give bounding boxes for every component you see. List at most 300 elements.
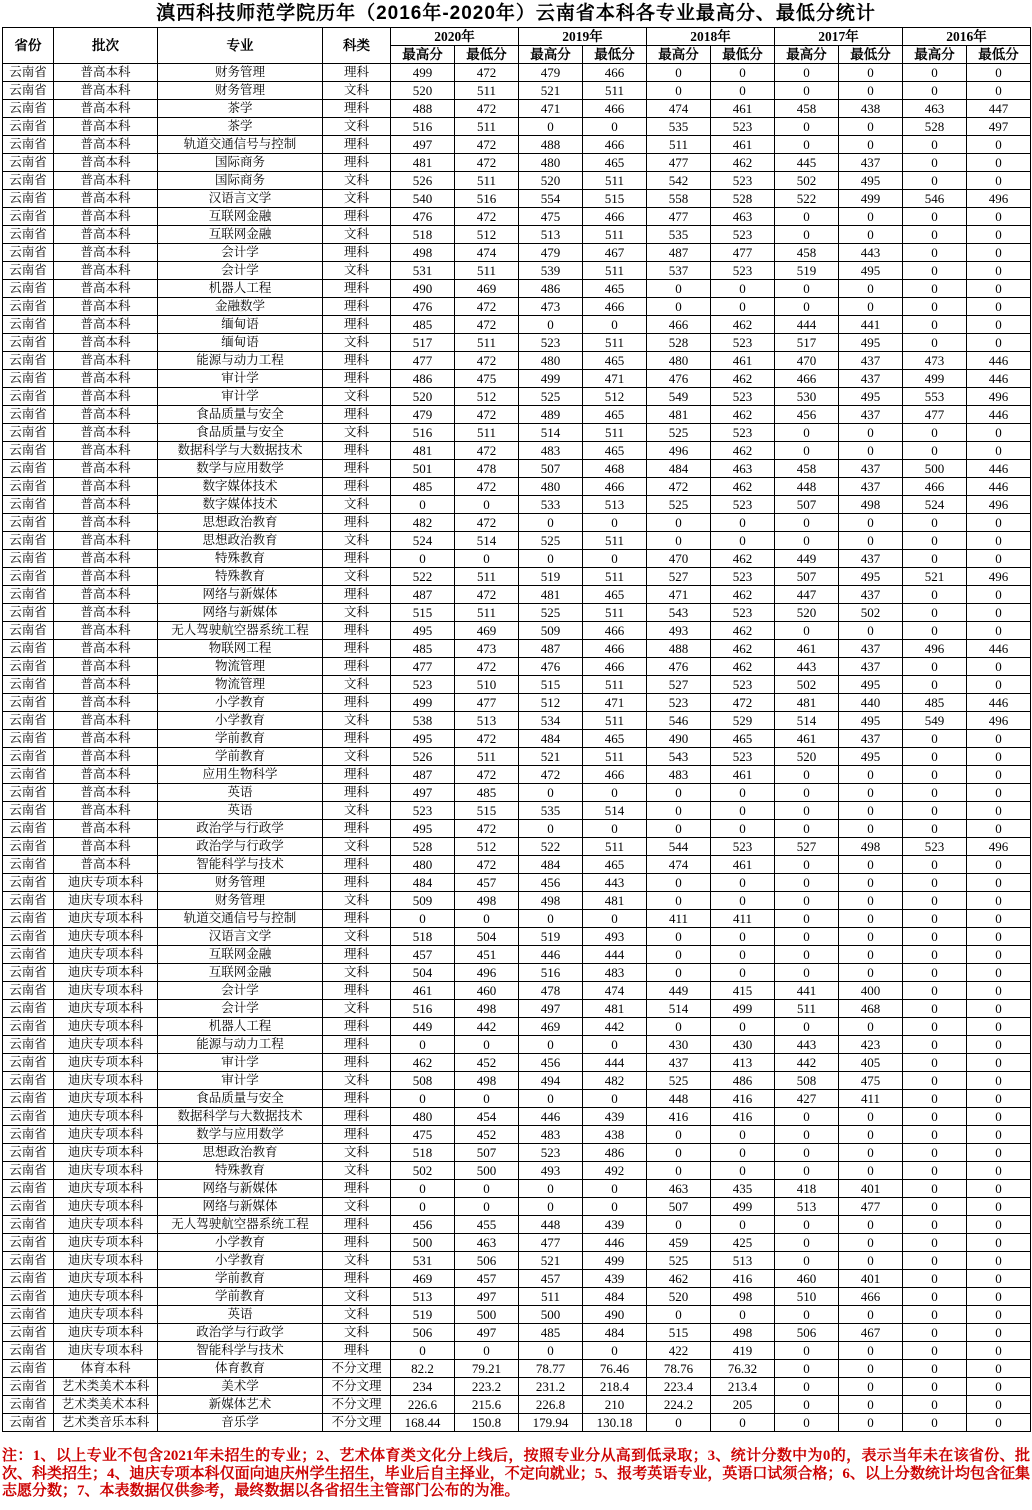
cell-score: 0 — [903, 874, 967, 892]
cell-score: 471 — [647, 586, 711, 604]
cell-score: 463 — [903, 100, 967, 118]
cell-score: 0 — [967, 1414, 1031, 1432]
cell-major: 小学教育 — [158, 1252, 323, 1270]
cell-score: 528 — [391, 838, 455, 856]
cell-score: 0 — [967, 946, 1031, 964]
cell-major: 机器人工程 — [158, 280, 323, 298]
cell-score: 456 — [775, 406, 839, 424]
cell-score: 466 — [583, 640, 647, 658]
cell-score: 443 — [775, 1036, 839, 1054]
cell-score: 0 — [967, 802, 1031, 820]
cell-province: 云南省 — [3, 514, 54, 532]
cell-score: 499 — [711, 1198, 775, 1216]
cell-score: 456 — [391, 1216, 455, 1234]
cell-subject: 文科 — [323, 1324, 391, 1342]
cell-score: 523 — [711, 226, 775, 244]
cell-score: 0 — [839, 1216, 903, 1234]
cell-score: 462 — [647, 1270, 711, 1288]
cell-major: 财务管理 — [158, 64, 323, 82]
cell-score: 520 — [391, 388, 455, 406]
cell-score: 511 — [583, 82, 647, 100]
cell-major: 网络与新媒体 — [158, 586, 323, 604]
cell-score: 523 — [711, 604, 775, 622]
cell-score: 0 — [903, 64, 967, 82]
cell-score: 465 — [583, 730, 647, 748]
cell-score: 516 — [391, 424, 455, 442]
cell-score: 480 — [647, 352, 711, 370]
cell-score: 500 — [519, 1306, 583, 1324]
cell-score: 496 — [967, 712, 1031, 730]
cell-score: 525 — [647, 496, 711, 514]
cell-major: 数据科学与大数据技术 — [158, 1108, 323, 1126]
cell-score: 510 — [775, 1288, 839, 1306]
cell-subject: 理科 — [323, 622, 391, 640]
cell-score: 0 — [583, 550, 647, 568]
cell-score: 168.44 — [391, 1414, 455, 1432]
cell-score: 0 — [519, 1198, 583, 1216]
cell-score: 0 — [647, 64, 711, 82]
cell-score: 0 — [839, 1234, 903, 1252]
cell-score: 0 — [839, 208, 903, 226]
cell-batch: 迪庆专项本科 — [54, 1216, 158, 1234]
cell-score: 0 — [967, 676, 1031, 694]
cell-score: 468 — [839, 1000, 903, 1018]
cell-score: 0 — [647, 532, 711, 550]
cell-score: 0 — [903, 1414, 967, 1432]
cell-batch: 普高本科 — [54, 244, 158, 262]
cell-subject: 理科 — [323, 694, 391, 712]
cell-score: 477 — [391, 352, 455, 370]
cell-score: 0 — [967, 1342, 1031, 1360]
cell-score: 0 — [455, 1198, 519, 1216]
cell-score: 499 — [519, 370, 583, 388]
cell-score: 0 — [455, 1180, 519, 1198]
cell-score: 467 — [583, 244, 647, 262]
cell-score: 499 — [391, 694, 455, 712]
cell-score: 499 — [903, 370, 967, 388]
cell-subject: 理科 — [323, 658, 391, 676]
cell-score: 0 — [903, 532, 967, 550]
cell-score: 0 — [647, 784, 711, 802]
table-row — [3, 658, 1031, 676]
cell-score: 462 — [711, 658, 775, 676]
cell-subject: 理科 — [323, 1090, 391, 1108]
cell-batch: 普高本科 — [54, 640, 158, 658]
cell-score: 480 — [391, 856, 455, 874]
cell-score: 498 — [455, 1000, 519, 1018]
cell-subject: 理科 — [323, 478, 391, 496]
cell-score: 0 — [967, 208, 1031, 226]
cell-score: 472 — [647, 478, 711, 496]
cell-score: 513 — [391, 1288, 455, 1306]
table-row — [3, 1378, 1031, 1396]
cell-major: 食品质量与安全 — [158, 406, 323, 424]
cell-score: 495 — [839, 712, 903, 730]
cell-score: 462 — [391, 1054, 455, 1072]
cell-score: 0 — [903, 1036, 967, 1054]
cell-score: 0 — [711, 1162, 775, 1180]
cell-score: 511 — [455, 118, 519, 136]
cell-score: 0 — [967, 1234, 1031, 1252]
header-year-2018: 2018年 — [647, 28, 775, 46]
cell-score: 0 — [903, 586, 967, 604]
cell-score: 549 — [647, 388, 711, 406]
cell-score: 425 — [711, 1234, 775, 1252]
cell-major: 无人驾驶航空器系统工程 — [158, 622, 323, 640]
cell-score: 438 — [583, 1126, 647, 1144]
cell-score: 0 — [711, 946, 775, 964]
cell-subject: 理科 — [323, 298, 391, 316]
cell-score: 0 — [967, 820, 1031, 838]
cell-batch: 普高本科 — [54, 856, 158, 874]
cell-score: 514 — [455, 532, 519, 550]
cell-subject: 文科 — [323, 802, 391, 820]
cell-score: 0 — [839, 424, 903, 442]
cell-score: 495 — [839, 748, 903, 766]
cell-score: 472 — [455, 406, 519, 424]
cell-batch: 普高本科 — [54, 82, 158, 100]
cell-major: 网络与新媒体 — [158, 604, 323, 622]
cell-batch: 普高本科 — [54, 838, 158, 856]
cell-score: 0 — [903, 1126, 967, 1144]
cell-score: 0 — [775, 964, 839, 982]
cell-province: 云南省 — [3, 262, 54, 280]
cell-score: 0 — [967, 1288, 1031, 1306]
cell-subject: 文科 — [323, 172, 391, 190]
cell-score: 0 — [583, 1090, 647, 1108]
cell-score: 448 — [647, 1090, 711, 1108]
cell-score: 0 — [839, 802, 903, 820]
cell-score: 82.2 — [391, 1360, 455, 1378]
cell-score: 446 — [967, 694, 1031, 712]
cell-score: 511 — [455, 334, 519, 352]
cell-province: 云南省 — [3, 1162, 54, 1180]
cell-score: 519 — [391, 1306, 455, 1324]
cell-score: 519 — [775, 262, 839, 280]
cell-score: 0 — [583, 514, 647, 532]
cell-score: 441 — [775, 982, 839, 1000]
cell-score: 459 — [647, 1234, 711, 1252]
cell-province: 云南省 — [3, 1090, 54, 1108]
cell-score: 0 — [903, 82, 967, 100]
cell-batch: 普高本科 — [54, 370, 158, 388]
cell-score: 525 — [519, 388, 583, 406]
cell-score: 523 — [391, 802, 455, 820]
cell-score: 490 — [391, 280, 455, 298]
cell-score: 446 — [519, 1108, 583, 1126]
cell-score: 497 — [455, 1324, 519, 1342]
header-row-years — [3, 28, 1031, 46]
cell-province: 云南省 — [3, 1144, 54, 1162]
header-min-score: 最低分 — [583, 46, 647, 64]
cell-score: 511 — [583, 712, 647, 730]
cell-score: 0 — [519, 784, 583, 802]
cell-score: 0 — [903, 154, 967, 172]
cell-score: 487 — [391, 586, 455, 604]
cell-score: 484 — [647, 460, 711, 478]
cell-score: 472 — [455, 820, 519, 838]
cell-score: 523 — [711, 568, 775, 586]
cell-subject: 理科 — [323, 640, 391, 658]
cell-score: 465 — [583, 586, 647, 604]
cell-major: 学前教育 — [158, 1288, 323, 1306]
table-row — [3, 1144, 1031, 1162]
cell-score: 468 — [583, 460, 647, 478]
cell-score: 0 — [903, 1198, 967, 1216]
cell-batch: 迪庆专项本科 — [54, 1072, 158, 1090]
cell-score: 535 — [647, 118, 711, 136]
cell-batch: 普高本科 — [54, 388, 158, 406]
cell-subject: 文科 — [323, 838, 391, 856]
cell-province: 云南省 — [3, 1270, 54, 1288]
cell-major: 物流管理 — [158, 676, 323, 694]
cell-score: 0 — [967, 1144, 1031, 1162]
cell-score: 0 — [903, 172, 967, 190]
cell-batch: 迪庆专项本科 — [54, 1144, 158, 1162]
cell-score: 0 — [903, 262, 967, 280]
cell-score: 524 — [391, 532, 455, 550]
cell-score: 475 — [391, 1126, 455, 1144]
cell-score: 535 — [647, 226, 711, 244]
cell-score: 472 — [455, 658, 519, 676]
cell-score: 411 — [711, 910, 775, 928]
cell-score: 0 — [711, 1126, 775, 1144]
cell-score: 472 — [711, 694, 775, 712]
cell-score: 527 — [775, 838, 839, 856]
cell-score: 0 — [455, 1036, 519, 1054]
table-row — [3, 1306, 1031, 1324]
cell-score: 466 — [903, 478, 967, 496]
cell-score: 504 — [391, 964, 455, 982]
cell-subject: 文科 — [323, 1306, 391, 1324]
cell-score: 462 — [711, 586, 775, 604]
table-row — [3, 1396, 1031, 1414]
cell-province: 云南省 — [3, 550, 54, 568]
cell-score: 179.94 — [519, 1414, 583, 1432]
cell-score: 497 — [391, 784, 455, 802]
cell-score: 461 — [711, 352, 775, 370]
cell-batch: 普高本科 — [54, 262, 158, 280]
cell-score: 0 — [775, 226, 839, 244]
cell-score: 457 — [391, 946, 455, 964]
cell-score: 0 — [775, 1414, 839, 1432]
cell-subject: 理科 — [323, 874, 391, 892]
cell-score: 465 — [583, 856, 647, 874]
cell-score: 465 — [583, 442, 647, 460]
cell-score: 0 — [519, 1180, 583, 1198]
cell-score: 463 — [647, 1180, 711, 1198]
cell-score: 448 — [519, 1216, 583, 1234]
cell-score: 498 — [455, 892, 519, 910]
cell-score: 0 — [775, 280, 839, 298]
cell-province: 云南省 — [3, 64, 54, 82]
cell-major: 国际商务 — [158, 172, 323, 190]
cell-score: 0 — [583, 784, 647, 802]
cell-major: 审计学 — [158, 388, 323, 406]
table-row — [3, 1054, 1031, 1072]
cell-score: 78.76 — [647, 1360, 711, 1378]
cell-score: 513 — [519, 226, 583, 244]
cell-score: 0 — [647, 1306, 711, 1324]
header-max-score: 最高分 — [519, 46, 583, 64]
cell-score: 501 — [391, 460, 455, 478]
cell-score: 461 — [711, 136, 775, 154]
cell-batch: 迪庆专项本科 — [54, 1108, 158, 1126]
cell-score: 0 — [839, 82, 903, 100]
cell-major: 物联网工程 — [158, 640, 323, 658]
cell-score: 0 — [967, 982, 1031, 1000]
cell-score: 513 — [455, 712, 519, 730]
cell-score: 521 — [903, 568, 967, 586]
cell-score: 504 — [455, 928, 519, 946]
cell-score: 521 — [519, 748, 583, 766]
cell-subject: 文科 — [323, 496, 391, 514]
cell-score: 466 — [583, 478, 647, 496]
cell-batch: 普高本科 — [54, 586, 158, 604]
cell-batch: 迪庆专项本科 — [54, 1234, 158, 1252]
cell-major: 政治学与行政学 — [158, 820, 323, 838]
cell-score: 463 — [711, 208, 775, 226]
cell-score: 498 — [839, 838, 903, 856]
cell-score: 519 — [519, 928, 583, 946]
header-max-score: 最高分 — [391, 46, 455, 64]
cell-score: 419 — [711, 1342, 775, 1360]
cell-score: 485 — [455, 784, 519, 802]
cell-score: 507 — [455, 1144, 519, 1162]
cell-score: 476 — [647, 370, 711, 388]
cell-major: 思想政治教育 — [158, 532, 323, 550]
cell-score: 0 — [903, 1342, 967, 1360]
cell-score: 495 — [391, 730, 455, 748]
cell-score: 0 — [839, 298, 903, 316]
cell-score: 488 — [519, 136, 583, 154]
cell-score: 449 — [647, 982, 711, 1000]
cell-score: 484 — [519, 730, 583, 748]
cell-batch: 普高本科 — [54, 496, 158, 514]
cell-score: 482 — [583, 1072, 647, 1090]
cell-score: 475 — [455, 370, 519, 388]
cell-score: 481 — [391, 154, 455, 172]
cell-score: 0 — [903, 316, 967, 334]
cell-province: 云南省 — [3, 478, 54, 496]
cell-score: 523 — [711, 118, 775, 136]
table-row — [3, 1126, 1031, 1144]
table-row — [3, 928, 1031, 946]
cell-major: 财务管理 — [158, 82, 323, 100]
cell-score: 493 — [519, 1162, 583, 1180]
scores-table — [2, 27, 1031, 1432]
cell-score: 476 — [391, 208, 455, 226]
cell-score: 486 — [391, 370, 455, 388]
cell-major: 特殊教育 — [158, 568, 323, 586]
cell-score: 0 — [775, 424, 839, 442]
cell-score: 437 — [839, 658, 903, 676]
table-row — [3, 604, 1031, 622]
cell-score: 0 — [455, 496, 519, 514]
table-row — [3, 1000, 1031, 1018]
cell-province: 云南省 — [3, 838, 54, 856]
cell-score: 462 — [711, 640, 775, 658]
cell-major: 音乐学 — [158, 1414, 323, 1432]
cell-batch: 普高本科 — [54, 298, 158, 316]
cell-score: 0 — [839, 964, 903, 982]
cell-score: 437 — [839, 154, 903, 172]
cell-score: 531 — [391, 1252, 455, 1270]
cell-score: 488 — [391, 100, 455, 118]
cell-major: 数字媒体技术 — [158, 478, 323, 496]
cell-province: 云南省 — [3, 1018, 54, 1036]
cell-score: 483 — [519, 442, 583, 460]
cell-score: 500 — [391, 1234, 455, 1252]
cell-score: 0 — [583, 820, 647, 838]
cell-score: 0 — [903, 1252, 967, 1270]
cell-major: 学前教育 — [158, 1270, 323, 1288]
cell-score: 0 — [903, 1270, 967, 1288]
cell-score: 215.6 — [455, 1396, 519, 1414]
header-min-score: 最低分 — [711, 46, 775, 64]
cell-score: 480 — [519, 154, 583, 172]
cell-score: 0 — [775, 946, 839, 964]
cell-batch: 迪庆专项本科 — [54, 1324, 158, 1342]
cell-score: 466 — [583, 64, 647, 82]
cell-province: 云南省 — [3, 298, 54, 316]
table-row — [3, 424, 1031, 442]
cell-subject: 不分文理 — [323, 1360, 391, 1378]
cell-score: 498 — [839, 496, 903, 514]
table-row — [3, 748, 1031, 766]
cell-score: 472 — [455, 100, 519, 118]
cell-subject: 文科 — [323, 1288, 391, 1306]
cell-score: 461 — [711, 856, 775, 874]
cell-score: 0 — [391, 550, 455, 568]
cell-batch: 普高本科 — [54, 568, 158, 586]
cell-score: 0 — [967, 586, 1031, 604]
cell-province: 云南省 — [3, 208, 54, 226]
cell-major: 财务管理 — [158, 892, 323, 910]
cell-subject: 理科 — [323, 766, 391, 784]
cell-score: 534 — [519, 712, 583, 730]
cell-score: 411 — [647, 910, 711, 928]
cell-score: 0 — [967, 136, 1031, 154]
cell-score: 476 — [519, 658, 583, 676]
cell-subject: 不分文理 — [323, 1378, 391, 1396]
cell-score: 0 — [903, 424, 967, 442]
cell-batch: 迪庆专项本科 — [54, 1270, 158, 1288]
cell-score: 0 — [903, 1306, 967, 1324]
cell-score: 416 — [711, 1090, 775, 1108]
table-row — [3, 568, 1031, 586]
cell-score: 543 — [647, 748, 711, 766]
cell-score: 496 — [903, 640, 967, 658]
cell-score: 511 — [775, 1000, 839, 1018]
cell-score: 0 — [775, 1360, 839, 1378]
cell-province: 云南省 — [3, 1054, 54, 1072]
cell-batch: 普高本科 — [54, 316, 158, 334]
cell-subject: 文科 — [323, 568, 391, 586]
cell-province: 云南省 — [3, 190, 54, 208]
cell-score: 498 — [711, 1324, 775, 1342]
cell-score: 0 — [839, 1126, 903, 1144]
cell-score: 0 — [647, 874, 711, 892]
cell-province: 云南省 — [3, 1306, 54, 1324]
cell-score: 539 — [519, 262, 583, 280]
cell-province: 云南省 — [3, 694, 54, 712]
header-batch: 批次 — [54, 28, 158, 64]
cell-score: 0 — [903, 1360, 967, 1378]
cell-score: 487 — [391, 766, 455, 784]
cell-major: 茶学 — [158, 100, 323, 118]
cell-score: 516 — [455, 190, 519, 208]
